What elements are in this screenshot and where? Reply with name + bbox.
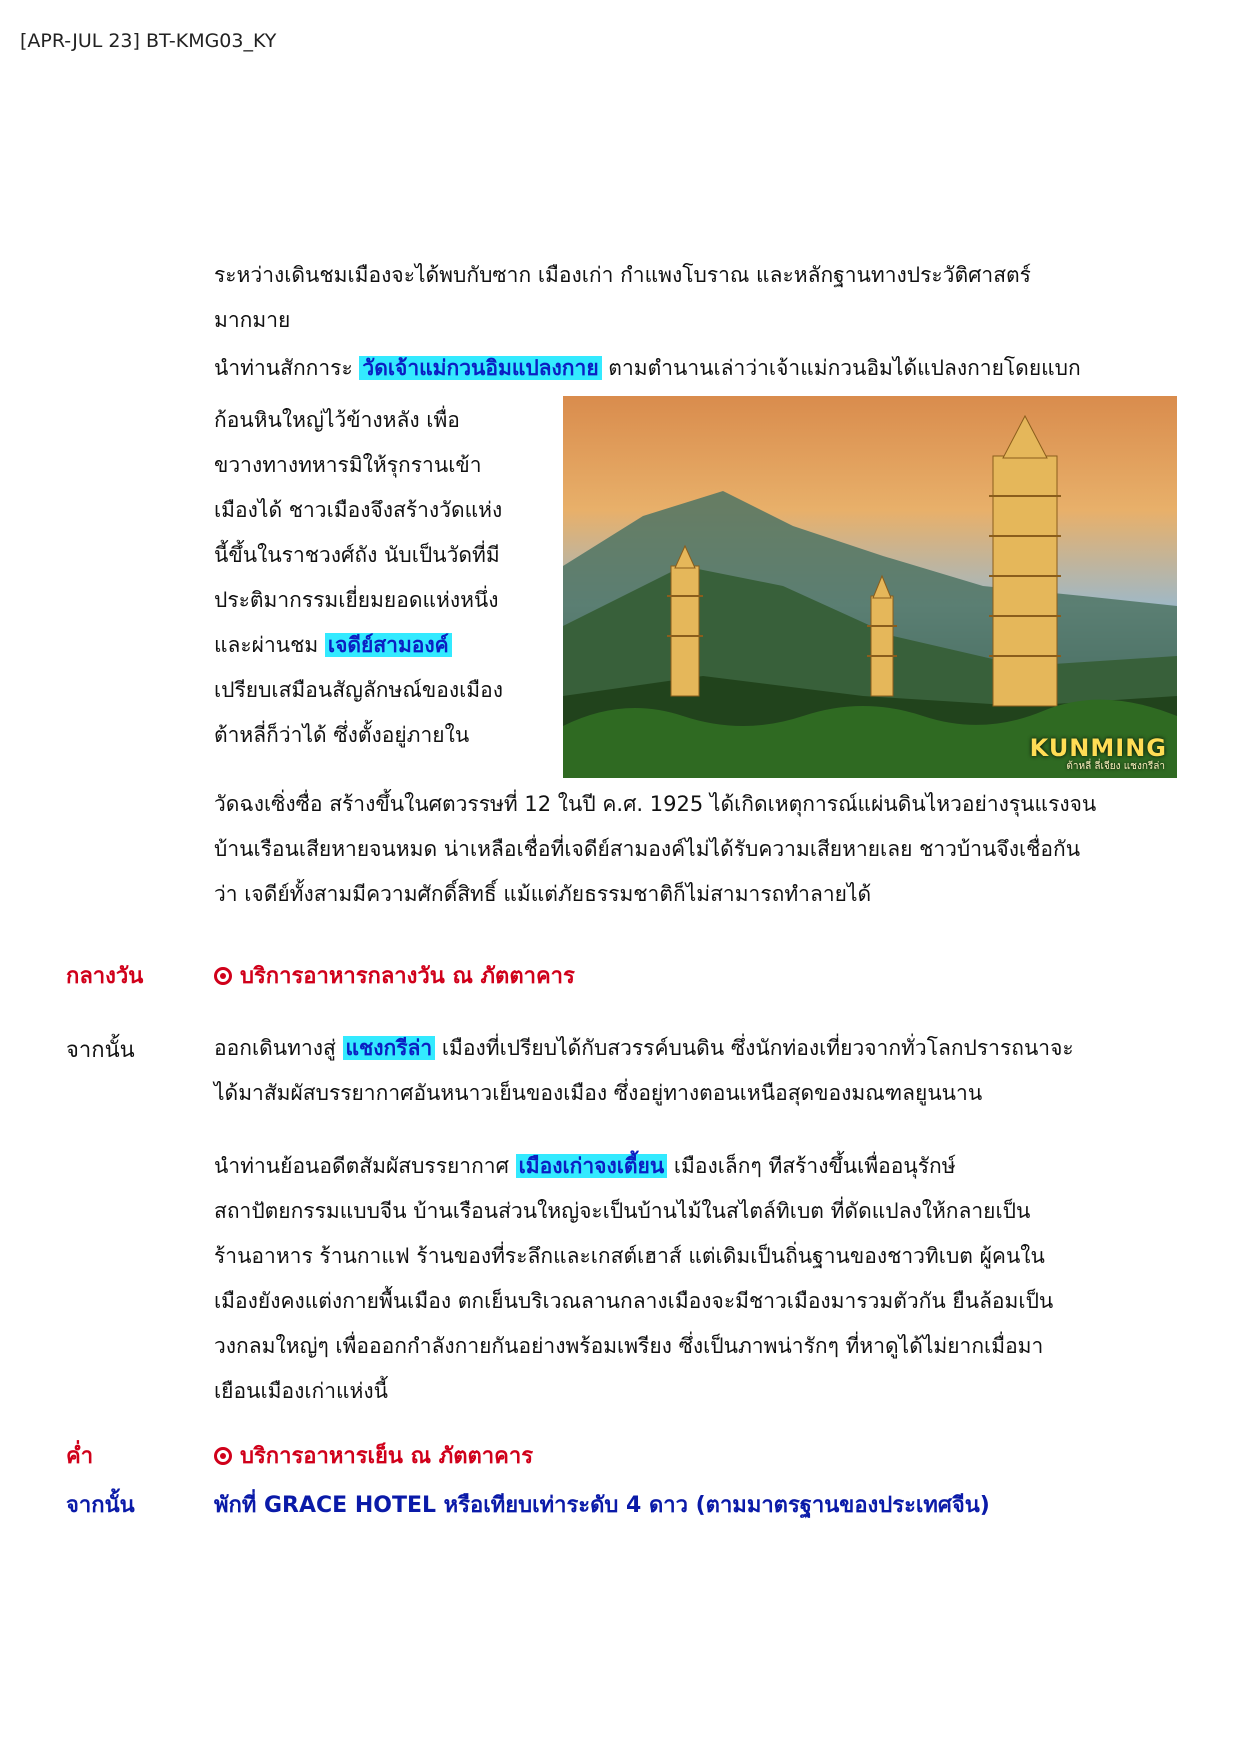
intro-line-3-before: นำท่านสักการะ <box>214 356 360 380</box>
dinner-label: ค่ำ <box>66 1444 94 1469</box>
shangrila-before: ออกเดินทางสู่ <box>214 1036 343 1060</box>
pagoda-photo <box>563 396 1177 778</box>
paragraph-line: บ้านเรือนเสียหายจนหมด น่าเหลือเชื่อที่เจดีย์สามองค์ไม่ได้รับความเสียหายเลย ชาวบ้านจึงเชื่อกัน <box>214 837 1081 861</box>
pagoda-line <box>214 623 554 668</box>
oldtown-block <box>214 1144 1053 1414</box>
after-photo-block <box>214 782 1096 917</box>
paragraph-line: วัดฉงเซิ่งซื่อ สร้างขึ้นในศตวรรษที่ 12 ในปี ค.ศ. 1925 ได้เกิดเหตุการณ์แผ่นดินไหวอย่างรุนแรงจน <box>214 792 1097 816</box>
hotel-label: จากนั้น <box>66 1493 135 1518</box>
photo-brand-text: KUNMING <box>1029 734 1167 762</box>
wrap-line: ประติมากรรมเยี่ยมยอดแห่งหนึ่ง <box>214 588 499 612</box>
shangrila-highlight: แชงกรีล่า <box>343 1036 436 1060</box>
meal-plate-icon <box>214 967 232 985</box>
lunch-line <box>214 958 575 993</box>
wrap-block <box>214 398 554 758</box>
intro-line-3 <box>214 346 1081 391</box>
oldtown-line: ร้านอาหาร ร้านกาแฟ ร้านของที่ระลึกและเกสต์เฮาส์ แต่เดิมเป็นถิ่นฐานของชาวทิเบต ผู้คนใน <box>214 1244 1045 1268</box>
dinner-text: บริการอาหารเย็น ณ ภัตตาคาร <box>240 1444 534 1469</box>
oldtown-line: เยือนเมืองเก่าแห่งนี้ <box>214 1379 389 1403</box>
oldtown-after: เมืองเล็กๆ ทีสร้างขึ้นเพื่ออนุรักษ์ <box>667 1154 956 1178</box>
pagoda-illustration <box>563 396 1177 778</box>
oldtown-line-1 <box>214 1144 1053 1189</box>
shangrila-line-1 <box>214 1026 1074 1071</box>
oldtown-line: วงกลมใหญ่ๆ เพื่อออกกำลังกายกันอย่างพร้อมเพรียง ซึ่งเป็นภาพน่ารักๆ ที่หาดูได้ไม่ยากเมื่อมา <box>214 1334 1044 1358</box>
oldtown-line: สถาปัตยกรรมแบบจีน บ้านเรือนส่วนใหญ่จะเป็นบ้านไม้ในสไตล์ทิเบต ที่ดัดแปลงให้กลายเป็น <box>214 1199 1031 1223</box>
oldtown-highlight: เมืองเก่าจงเตี้ยน <box>516 1154 668 1178</box>
shangrila-block <box>214 1026 1074 1116</box>
intro-line-2: มากมาย <box>214 308 291 332</box>
pagoda-line-before: และผ่านชม <box>214 633 325 657</box>
paragraph-line: ว่า เจดีย์ทั้งสามมีความศักดิ์สิทธิ์ แม้แต่ภัยธรรมชาติก็ไม่สามารถทำลายได้ <box>214 882 872 906</box>
wrap-line: เมืองได้ ชาวเมืองจึงสร้างวัดแห่ง <box>214 498 503 522</box>
dinner-line <box>214 1438 533 1473</box>
wrap-line: ต้าหลี่ก็ว่าได้ ซึ่งตั้งอยู่ภายใน <box>214 723 470 747</box>
lunch-label: กลางวัน <box>66 964 144 989</box>
wrap-line: เปรียบเสมือนสัญลักษณ์ของเมือง <box>214 678 503 702</box>
shangrila-after: เมืองที่เปรียบได้กับสวรรค์บนดิน ซึ่งนักท่องเที่ยวจากทั่วโลกปรารถนาจะ <box>435 1036 1074 1060</box>
then-label: จากนั้น <box>66 1038 135 1063</box>
shangrila-line-2: ได้มาสัมผัสบรรยากาศอันหนาวเย็นของเมือง ซึ่งอยู่ทางตอนเหนือสุดของมณฑลยูนนาน <box>214 1081 983 1105</box>
wrap-line: ขวางทางทหารมิให้รุกรานเข้า <box>214 453 482 477</box>
meal-plate-icon <box>214 1447 232 1465</box>
intro-line-1: ระหว่างเดินชมเมืองจะได้พบกับซาก เมืองเก่า กำแพงโบราณ และหลักฐานทางประวัติศาสตร์ <box>214 263 1031 287</box>
document-code: [APR-JUL 23] BT-KMG03_KY <box>20 30 277 52</box>
pagoda-name-highlight: เจดีย์สามองค์ <box>325 633 452 657</box>
intro-line-3-after: ตามตำนานเล่าว่าเจ้าแม่กวนอิมได้แปลงกายโดยแบก <box>601 356 1081 380</box>
oldtown-before: นำท่านย้อนอดีตสัมผัสบรรยากาศ <box>214 1154 516 1178</box>
wrap-line: ก้อนหินใหญ่ไว้ข้างหลัง เพื่อ <box>214 408 460 432</box>
hotel-line: พักที่ GRACE HOTEL หรือเทียบเท่าระดับ 4 ดาว (ตามมาตรฐานของประเทศจีน) <box>214 1493 990 1518</box>
wrap-line: นี้ขึ้นในราชวงศ์ถัง นับเป็นวัดที่มี <box>214 543 500 567</box>
temple-name-highlight: วัดเจ้าแม่กวนอิมแปลงกาย <box>359 356 601 380</box>
photo-sub-text: ต้าหลี่ ลี่เจียง แชงกรีล่า <box>1066 761 1165 772</box>
lunch-text: บริการอาหารกลางวัน ณ ภัตตาคาร <box>240 964 575 989</box>
oldtown-line: เมืองยังคงแต่งกายพื้นเมือง ตกเย็นบริเวณลานกลางเมืองจะมีชาวเมืองมารวมตัวกัน ยืนล้อมเป็น <box>214 1289 1054 1313</box>
